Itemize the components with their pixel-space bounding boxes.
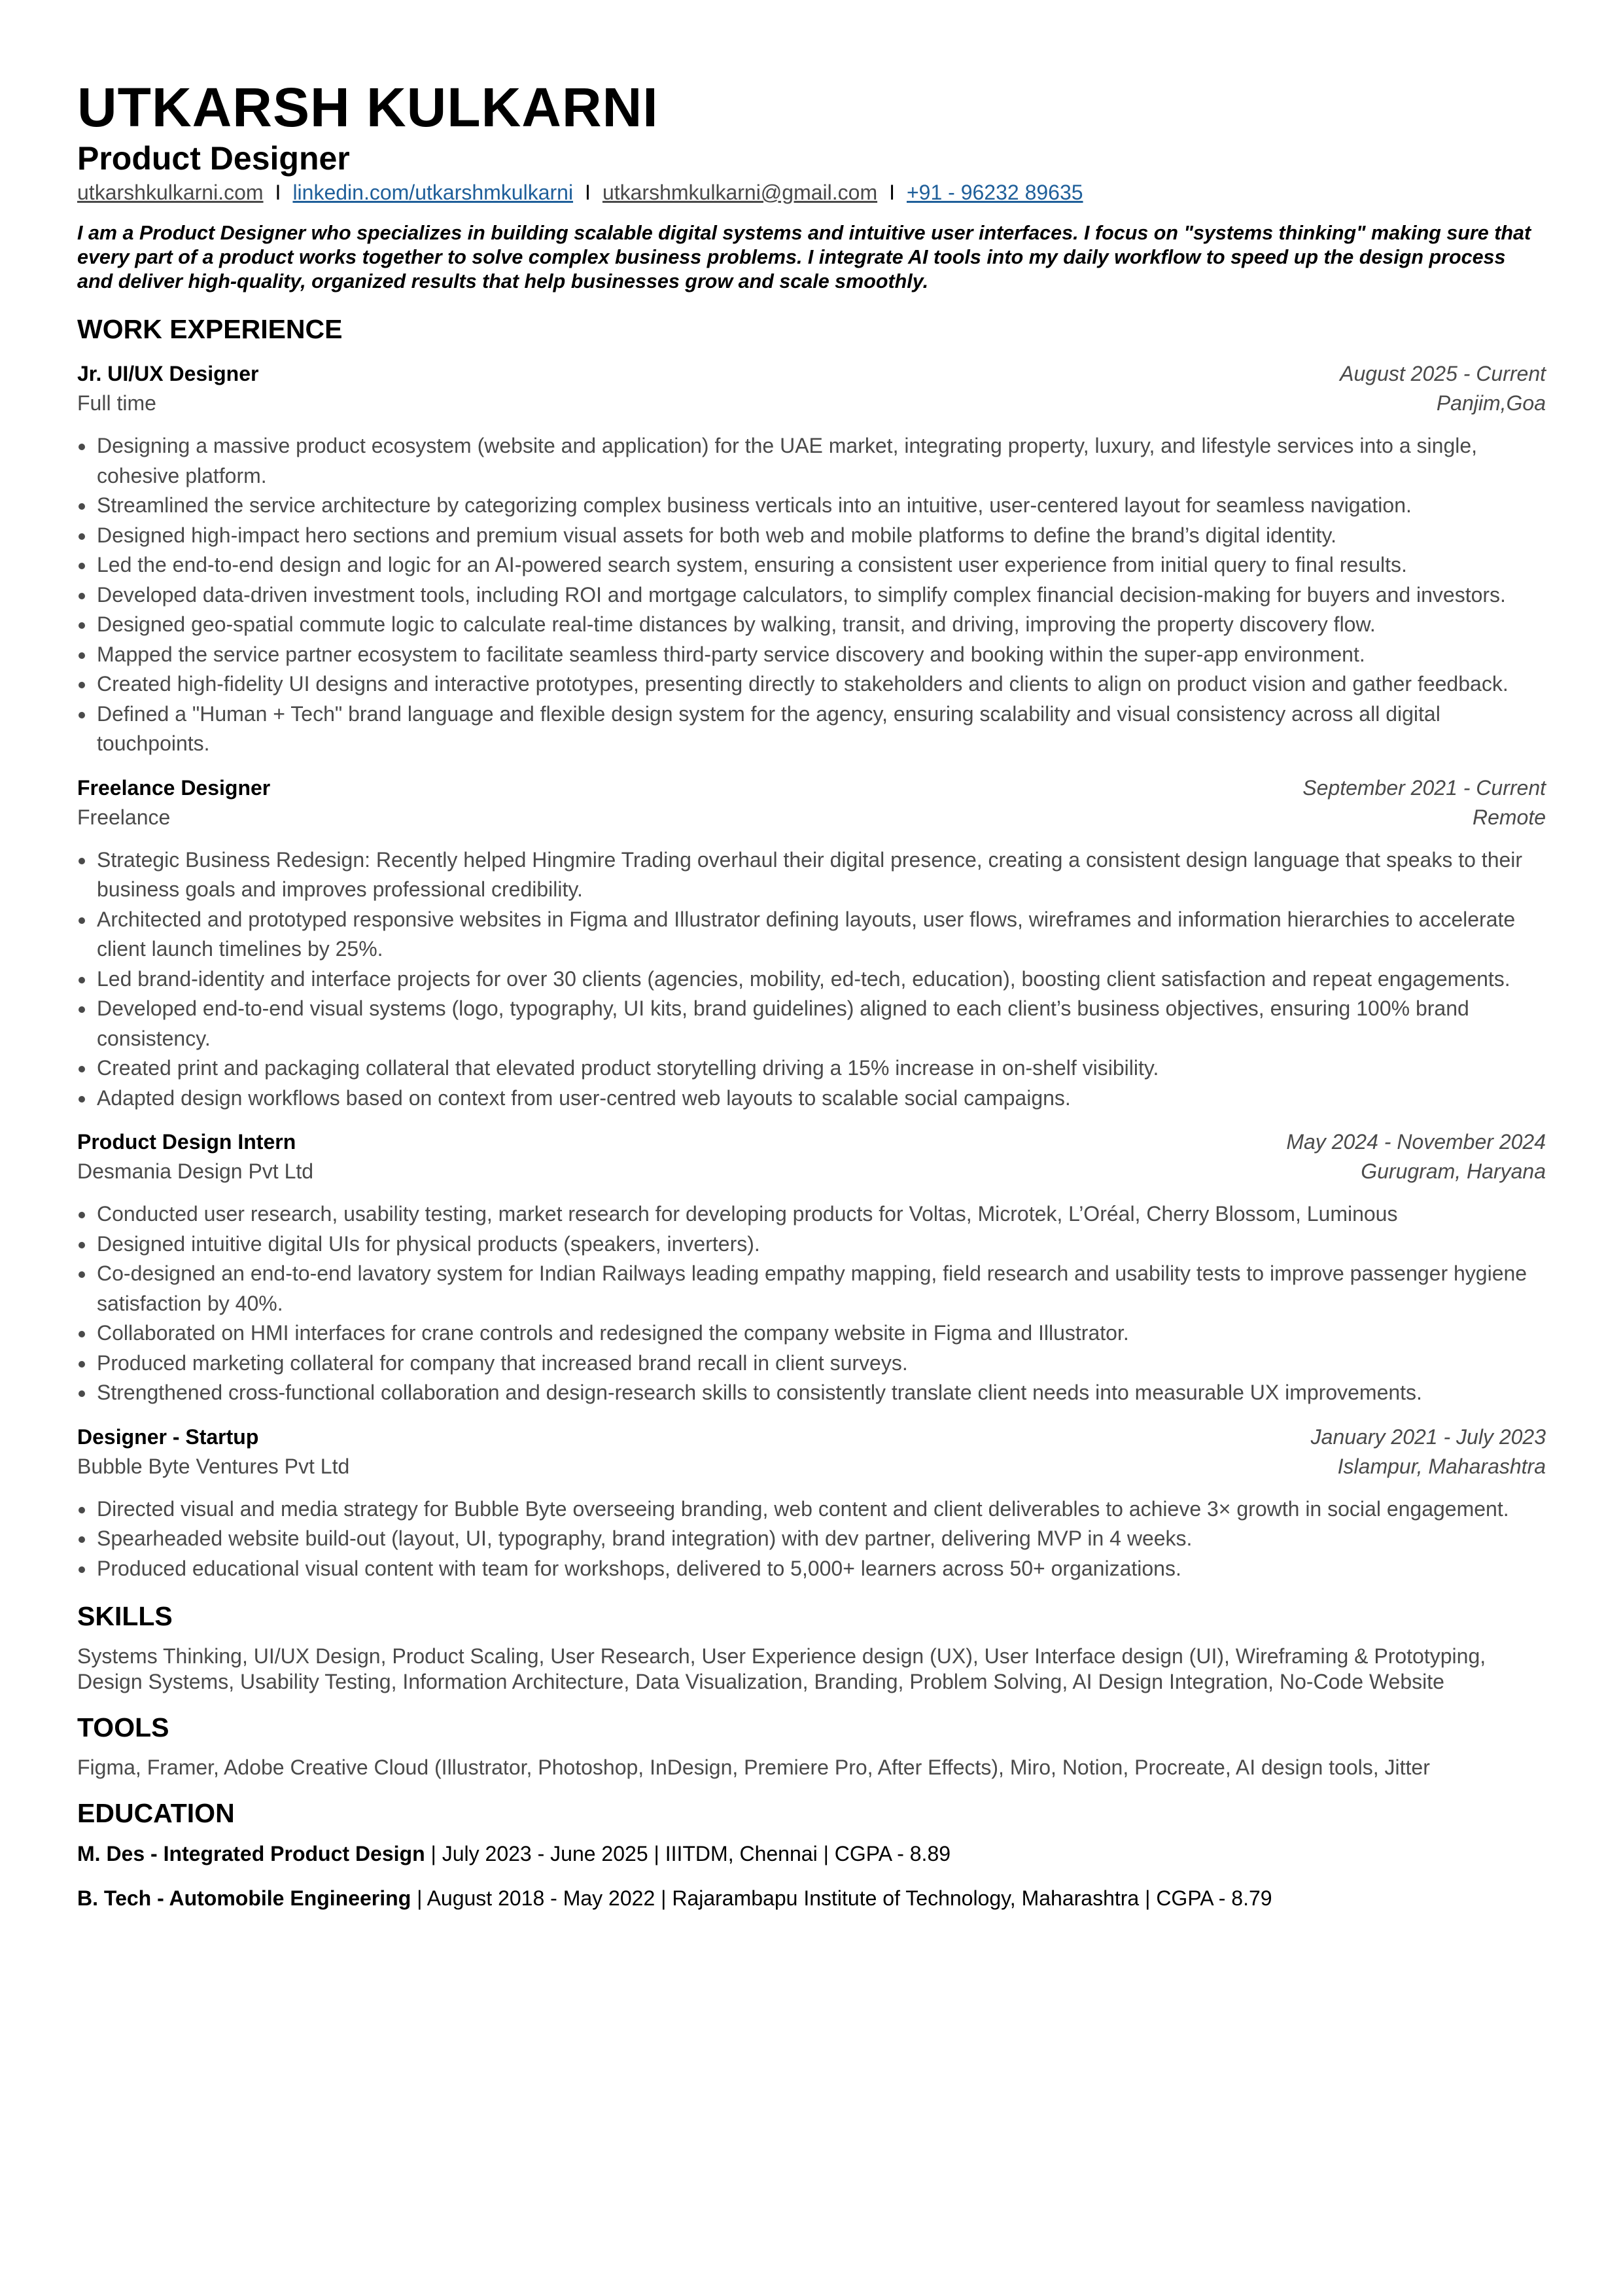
bullet-item: Led brand-identity and interface projects for over 30 clients (agencies, mobility, ed-tech, education), boosting client satisfaction and repeat engagements. (77, 964, 1546, 995)
job-header-row (77, 1127, 1546, 1157)
job-location: Islampur, Maharashtra (1337, 1454, 1546, 1478)
email-link[interactable]: utkarshmkulkarni@gmail.com (602, 181, 878, 204)
bullet-item: Co-designed an end-to-end lavatory system for Indian Railways leading empathy mapping, field research and usability tests to improve passenger hygiene satisfaction by 40%. (77, 1259, 1546, 1318)
job-subheader-row (77, 1157, 1546, 1186)
job-bullets (77, 431, 1546, 759)
job-header-row (77, 773, 1546, 803)
bullet-item: Strengthened cross-functional collaboration and design-research skills to consistently translate client needs into measurable UX improvements. (77, 1378, 1546, 1408)
job-employer: Desmania Design Pvt Ltd (77, 1159, 314, 1183)
tools-heading: TOOLS (77, 1712, 169, 1742)
education-entry (77, 1841, 1546, 1867)
job-entry (77, 773, 1546, 1114)
bullet-item: Architected and prototyped responsive websites in Figma and Illustrator defining layouts, user flows, wireframes and information hierarchies to accelerate client launch timelines by 25%. (77, 905, 1546, 964)
candidate-title: Product Designer (77, 140, 350, 177)
skills-text: Systems Thinking, UI/UX Design, Product Scaling, User Research, User Experience design (UX), User Interface design (UI), Wireframing & Prototyping, Design Systems, Usability Testing, Information Architecture, Data Visualization, Branding, Problem Solving, AI Design Integration, No-Code Website (77, 1644, 1486, 1693)
jobs-list (77, 359, 1546, 1583)
job-dates: May 2024 - November 2024 (1286, 1130, 1546, 1154)
job-bullets (77, 845, 1546, 1114)
summary-paragraph: I am a Product Designer who specializes in building scalable digital systems and intuitive user interfaces. I focus on "systems thinking" making sure that every part of a product works together to solve complex business problems. I integrate AI tools into my daily workflow to speed up the design process and deliver high-quality, organized results that help businesses grow and scale smoothly. (77, 222, 1531, 292)
bullet-item: Designed high-impact hero sections and premium visual assets for both web and mobile platforms to define the brand’s digital identity. (77, 521, 1546, 551)
job-entry (77, 1127, 1546, 1408)
job-entry (77, 1422, 1546, 1584)
job-title: Jr. UI/UX Designer (77, 362, 259, 385)
bullet-item: Designed geo-spatial commute logic to calculate real-time distances by walking, transit, and driving, improving the property discovery flow. (77, 610, 1546, 640)
candidate-name: UTKARSH KULKARNI (77, 77, 659, 138)
job-location: Remote (1472, 805, 1546, 829)
job-subheader-row (77, 1452, 1546, 1481)
bullet-item: Collaborated on HMI interfaces for crane controls and redesigned the company website in Figma and Illustrator. (77, 1318, 1546, 1349)
bullet-item: Strategic Business Redesign: Recently helped Hingmire Trading overhaul their digital presence, creating a consistent design language that speaks to their business goals and improves professional credibility. (77, 845, 1546, 905)
bullet-item: Designing a massive product ecosystem (website and application) for the UAE market, integrating property, luxury, and lifestyle services into a single, cohesive platform. (77, 431, 1546, 491)
separator: I (275, 181, 281, 204)
bullet-item: Led the end-to-end design and logic for an AI-powered search system, ensuring a consistent user experience from initial query to final results. (77, 550, 1546, 580)
job-employer: Freelance (77, 805, 171, 829)
separator: I (585, 181, 591, 204)
job-title: Freelance Designer (77, 775, 271, 800)
job-header-row (77, 359, 1546, 389)
bullet-item: Created print and packaging collateral that elevated product storytelling driving a 15% increase in on-shelf visibility. (77, 1053, 1546, 1084)
bullet-item: Spearheaded website build-out (layout, UI, typography, brand integration) with dev partner, delivering MVP in 4 weeks. (77, 1524, 1546, 1554)
job-dates: September 2021 - Current (1302, 775, 1546, 800)
education-degree: B. Tech - Automobile Engineering (77, 1886, 411, 1910)
bullet-item: Directed visual and media strategy for Bubble Byte overseeing branding, web content and client deliverables to achieve 3× growth in social engagement. (77, 1494, 1546, 1525)
job-bullets (77, 1199, 1546, 1408)
bullet-item: Produced marketing collateral for company that increased brand recall in client surveys. (77, 1349, 1546, 1379)
separator: I (889, 181, 895, 204)
website-link[interactable]: utkarshkulkarni.com (77, 181, 264, 204)
education-entry (77, 1885, 1546, 1911)
bullet-item: Produced educational visual content with team for workshops, delivered to 5,000+ learners across 50+ organizations. (77, 1554, 1546, 1584)
linkedin-link[interactable]: linkedin.com/utkarshmkulkarni (292, 181, 574, 204)
job-dates: August 2025 - Current (1340, 362, 1546, 385)
bullet-item: Adapted design workflows based on context from user-centred web layouts to scalable social campaigns. (77, 1084, 1546, 1114)
bullet-item: Developed end-to-end visual systems (logo, typography, UI kits, brand guidelines) aligned to each client’s business objectives, ensuring 100% brand consistency. (77, 994, 1546, 1053)
bullet-item: Created high-fidelity UI designs and interactive prototypes, presenting directly to stakeholders and clients to align on product vision and gather feedback. (77, 669, 1546, 699)
job-location: Gurugram, Haryana (1361, 1159, 1546, 1183)
tools-text: Figma, Framer, Adobe Creative Cloud (Illustrator, Photoshop, InDesign, Premiere Pro, After Effects), Miro, Notion, Procreate, AI design tools, Jitter (77, 1756, 1430, 1779)
education-details: | July 2023 - June 2025 | IIITDM, Chennai | CGPA - 8.89 (425, 1842, 951, 1865)
job-entry (77, 359, 1546, 759)
job-employer: Full time (77, 391, 156, 415)
job-dates: January 2021 - July 2023 (1310, 1424, 1546, 1449)
education-details: | August 2018 - May 2022 | Rajarambapu Institute of Technology, Maharashtra | CGPA - 8.79 (411, 1886, 1272, 1910)
bullet-item: Defined a "Human + Tech" brand language and flexible design system for the agency, ensuring scalability and visual consistency across all digital touchpoints. (77, 699, 1546, 759)
education-degree: M. Des - Integrated Product Design (77, 1842, 425, 1865)
job-employer: Bubble Byte Ventures Pvt Ltd (77, 1454, 350, 1478)
bullet-item: Conducted user research, usability testing, market research for developing products for Voltas, Microtek, L’Oréal, Cherry Blossom, Luminous (77, 1199, 1546, 1229)
job-title: Designer - Startup (77, 1424, 259, 1449)
bullet-item: Designed intuitive digital UIs for physical products (speakers, inverters). (77, 1229, 1546, 1260)
job-bullets (77, 1494, 1546, 1584)
contact-line (77, 179, 1546, 205)
job-title: Product Design Intern (77, 1130, 296, 1154)
skills-heading: SKILLS (77, 1601, 173, 1631)
education-heading: EDUCATION (77, 1798, 235, 1828)
bullet-item: Developed data-driven investment tools, including ROI and mortgage calculators, to simplify complex financial decision-making for buyers and investors. (77, 580, 1546, 610)
phone-link[interactable]: +91 - 96232 89635 (906, 181, 1083, 204)
job-location: Panjim,Goa (1436, 391, 1546, 415)
work-experience-heading: WORK EXPERIENCE (77, 314, 343, 344)
job-header-row (77, 1422, 1546, 1452)
job-subheader-row (77, 389, 1546, 418)
bullet-item: Streamlined the service architecture by categorizing complex business verticals into an intuitive, user-centered layout for seamless navigation. (77, 491, 1546, 521)
job-subheader-row (77, 803, 1546, 832)
bullet-item: Mapped the service partner ecosystem to facilitate seamless third-party service discovery and booking within the super-app environment. (77, 640, 1546, 670)
